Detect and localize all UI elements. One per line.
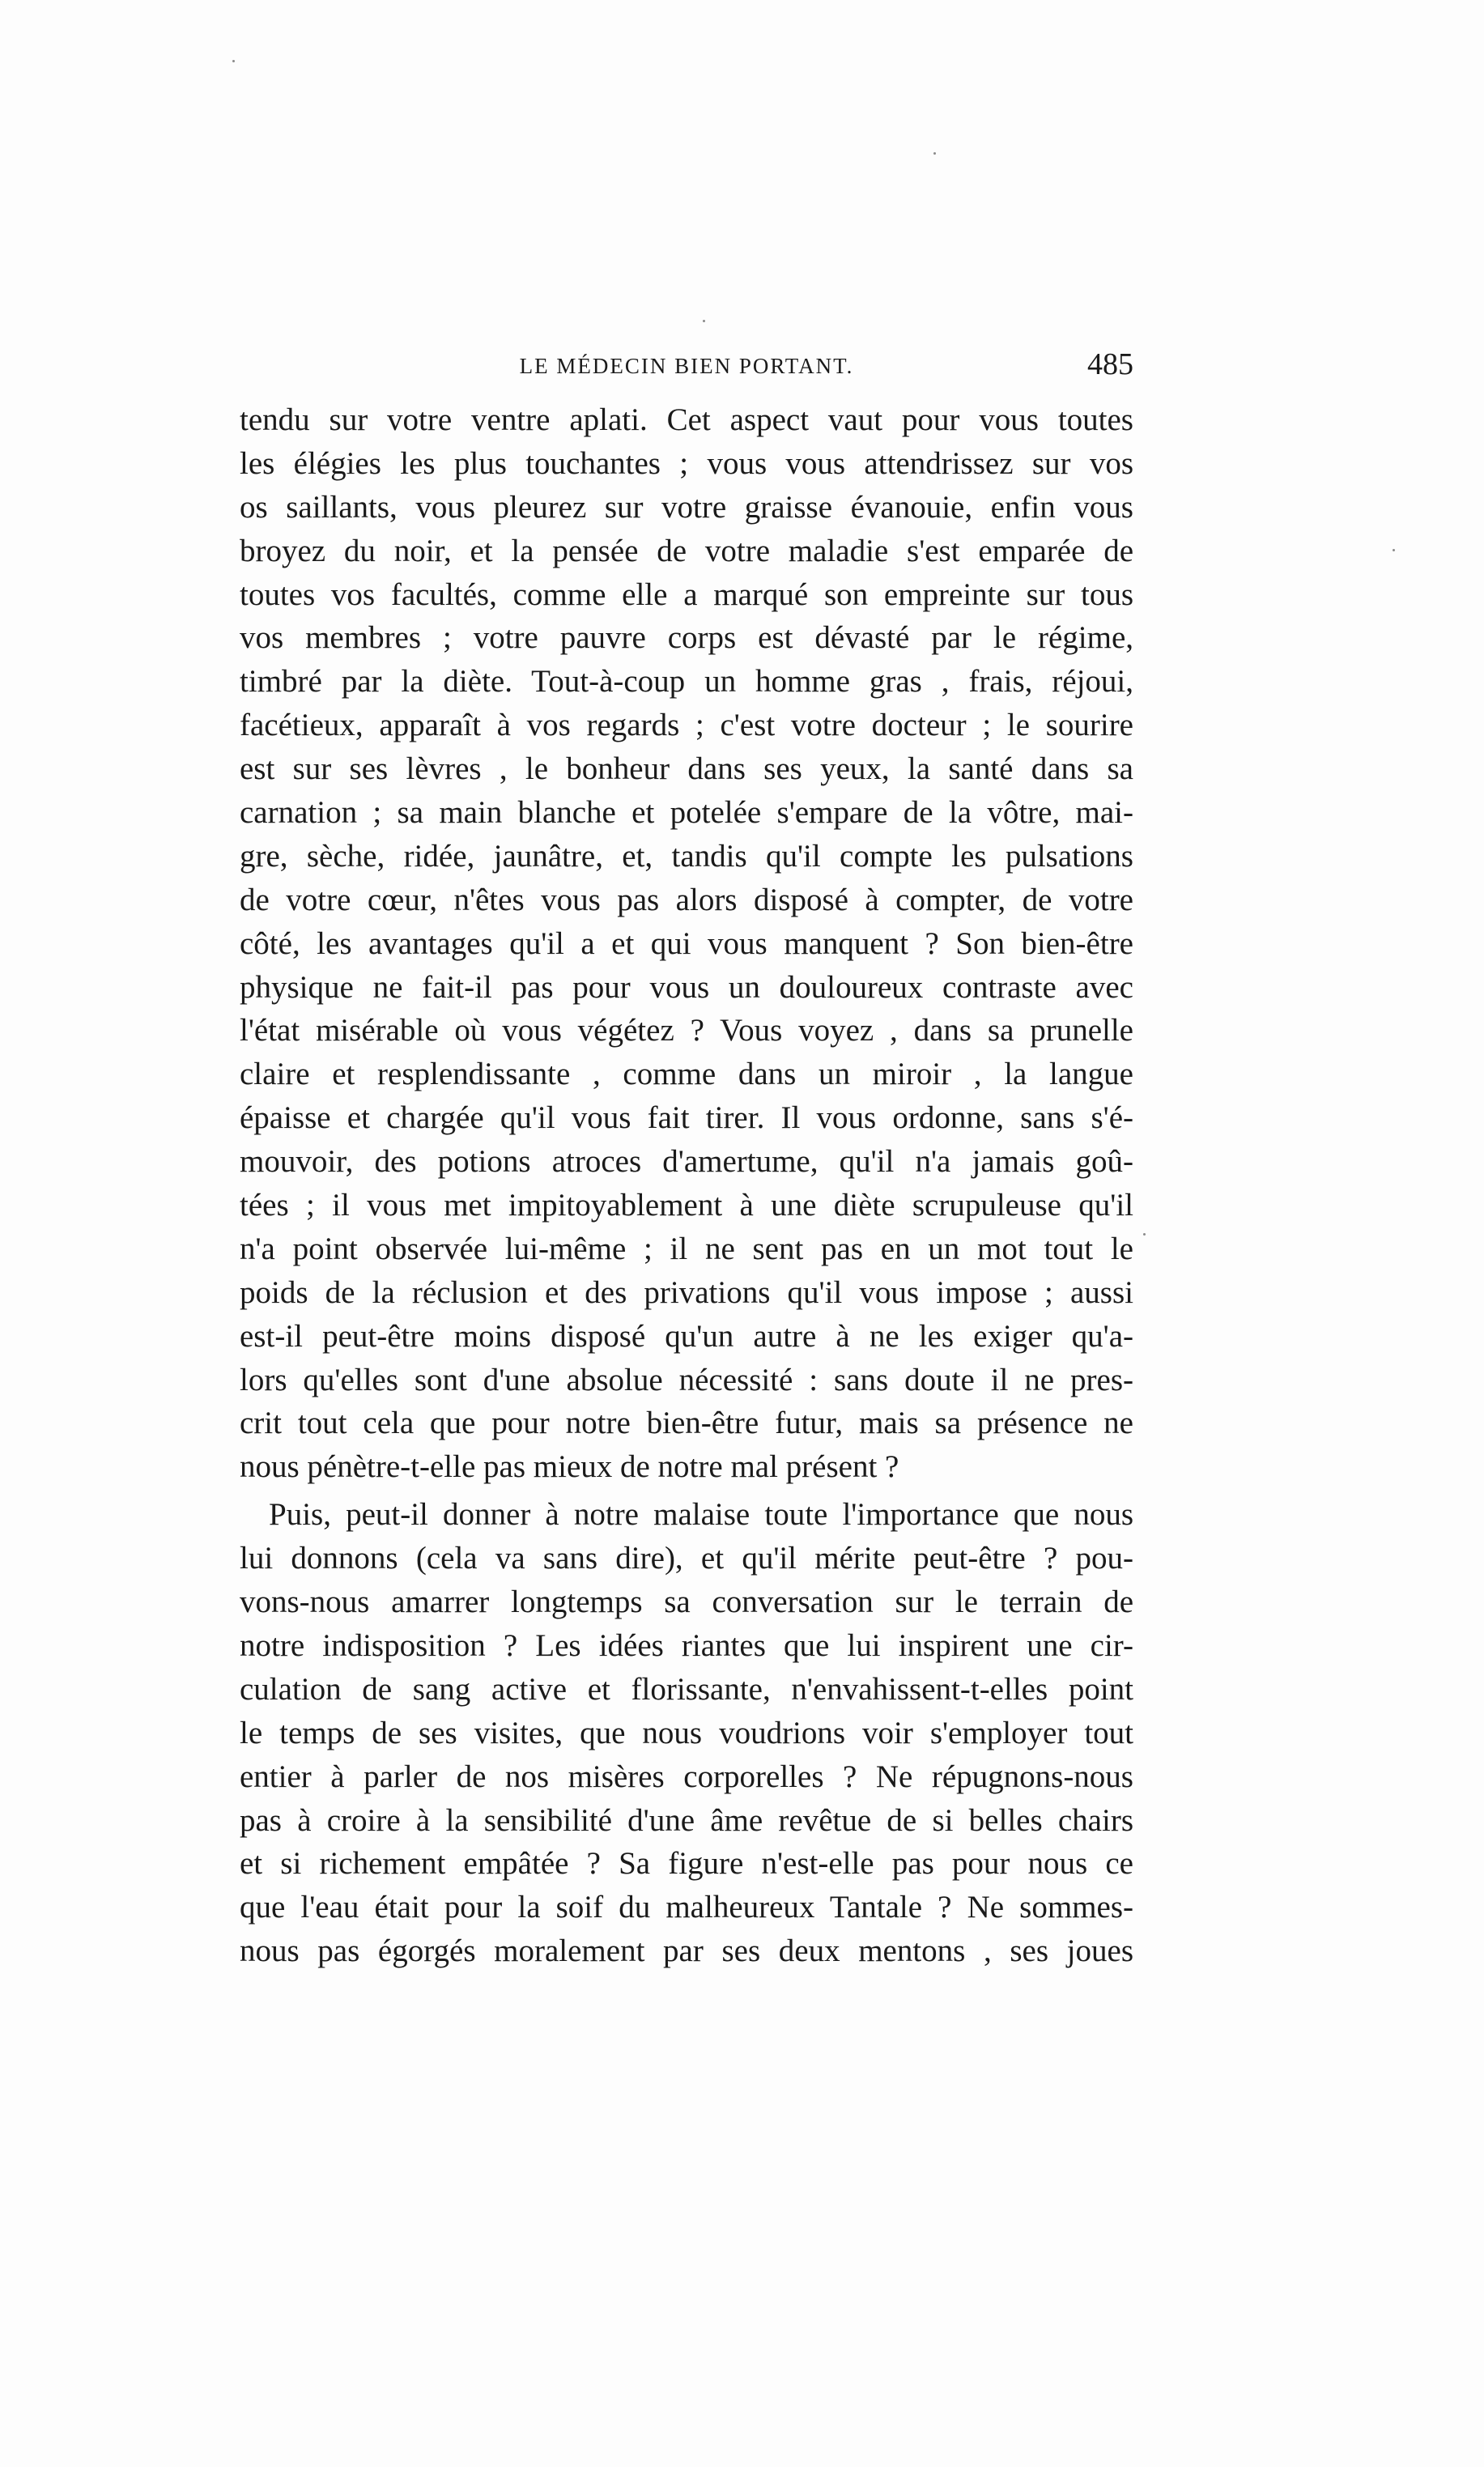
text-line: tées ; il vous met impitoyablement à une diète scrupuleuse qu'il — [240, 1188, 1133, 1223]
text-line: épaisse et chargée qu'il vous fait tirer. Il vous ordonne, sans s'é- — [240, 1100, 1133, 1136]
text-line: n'a point observée lui-même ; il ne sent pas en un mot tout le — [240, 1231, 1133, 1266]
text-line: physique ne fait-il pas pour vous un douloureux contraste avec — [240, 969, 1133, 1005]
text-line: vons-nous amarrer longtemps sa conversation sur le terrain de — [240, 1584, 1133, 1620]
page-number: 485 — [1087, 347, 1133, 381]
paper-speck — [232, 60, 235, 62]
text-line: mouvoir, des potions atroces d'amertume, qu'il n'a jamais goû- — [240, 1144, 1133, 1180]
paper-speck — [933, 152, 936, 155]
text-line: lors qu'elles sont d'une absolue nécessité : sans doute il ne pres- — [240, 1362, 1133, 1397]
text-line: Puis, peut-il donner à notre malaise toute l'importance que nous — [269, 1497, 1133, 1533]
text-line: pas à croire à la sensibilité d'une âme revêtue de si belles chairs — [240, 1802, 1133, 1838]
text-line: facétieux, apparaît à vos regards ; c'est votre docteur ; le sourire — [240, 708, 1133, 743]
text-line: est sur ses lèvres , le bonheur dans ses yeux, la santé dans sa — [240, 751, 1133, 787]
text-line: les élégies les plus touchantes ; vous vous attendrissez sur vos — [240, 445, 1133, 481]
text-line: est-il peut-être moins disposé qu'un autre à ne les exiger qu'a- — [240, 1318, 1133, 1354]
text-line: entier à parler de nos misères corporelles ? Ne répugnons-nous — [240, 1759, 1133, 1794]
text-line: os saillants, vous pleurez sur votre graisse évanouie, enfin vous — [240, 489, 1133, 525]
text-line: timbré par la diète. Tout-à-coup un homme gras , frais, réjoui, — [240, 664, 1133, 700]
text-line: que l'eau était pour la soif du malheureux Tantale ? Ne sommes- — [240, 1890, 1133, 1925]
text-line: nous pénètre-t-elle pas mieux de notre mal présent ? — [240, 1449, 899, 1485]
text-line: vos membres ; votre pauvre corps est dévasté par le régime, — [240, 620, 1133, 656]
text-line: poids de la réclusion et des privations qu'il vous impose ; aussi — [240, 1274, 1133, 1310]
text-line: culation de sang active et florissante, n'envahissent-t-elles point — [240, 1671, 1133, 1707]
text-line: et si richement empâtée ? Sa figure n'est-elle pas pour nous ce — [240, 1846, 1133, 1882]
text-line: tendu sur votre ventre aplati. Cet aspect vaut pour vous toutes — [240, 402, 1133, 437]
body-text — [240, 398, 1133, 1973]
text-line: côté, les avantages qu'il a et qui vous manquent ? Son bien-être — [240, 925, 1133, 961]
text-line: lui donnons (cela va sans dire), et qu'il mérite peut-être ? pou- — [240, 1541, 1133, 1576]
text-line: broyez du noir, et la pensée de votre maladie s'est emparée de — [240, 533, 1133, 568]
paper-speck — [1143, 1233, 1146, 1236]
text-line: gre, sèche, ridée, jaunâtre, et, tandis qu'il compte les pulsations — [240, 838, 1133, 874]
running-head — [240, 348, 1133, 397]
text-line: claire et resplendissante , comme dans un miroir , la langue — [240, 1057, 1133, 1092]
text-line: crit tout cela que pour notre bien-être futur, mais sa présence ne — [240, 1406, 1133, 1441]
text-line: notre indisposition ? Les idées riantes que lui inspirent une cir- — [240, 1627, 1133, 1663]
text-line: toutes vos facultés, comme elle a marqué son empreinte sur tous — [240, 576, 1133, 612]
text-line: carnation ; sa main blanche et potelée s'empare de la vôtre, mai- — [240, 795, 1133, 831]
paper-speck — [703, 320, 705, 322]
running-title: LE MÉDECIN BIEN PORTANT. — [519, 354, 854, 378]
text-line: nous pas égorgés moralement par ses deux mentons , ses joues — [240, 1933, 1133, 1969]
text-line: l'état misérable où vous végétez ? Vous voyez , dans sa prunelle — [240, 1013, 1133, 1048]
text-line: de votre cœur, n'êtes vous pas alors disposé à compter, de votre — [240, 882, 1133, 917]
text-line: le temps de ses visites, que nous voudrions voir s'employer tout — [240, 1715, 1133, 1750]
paper-speck — [1393, 549, 1395, 551]
